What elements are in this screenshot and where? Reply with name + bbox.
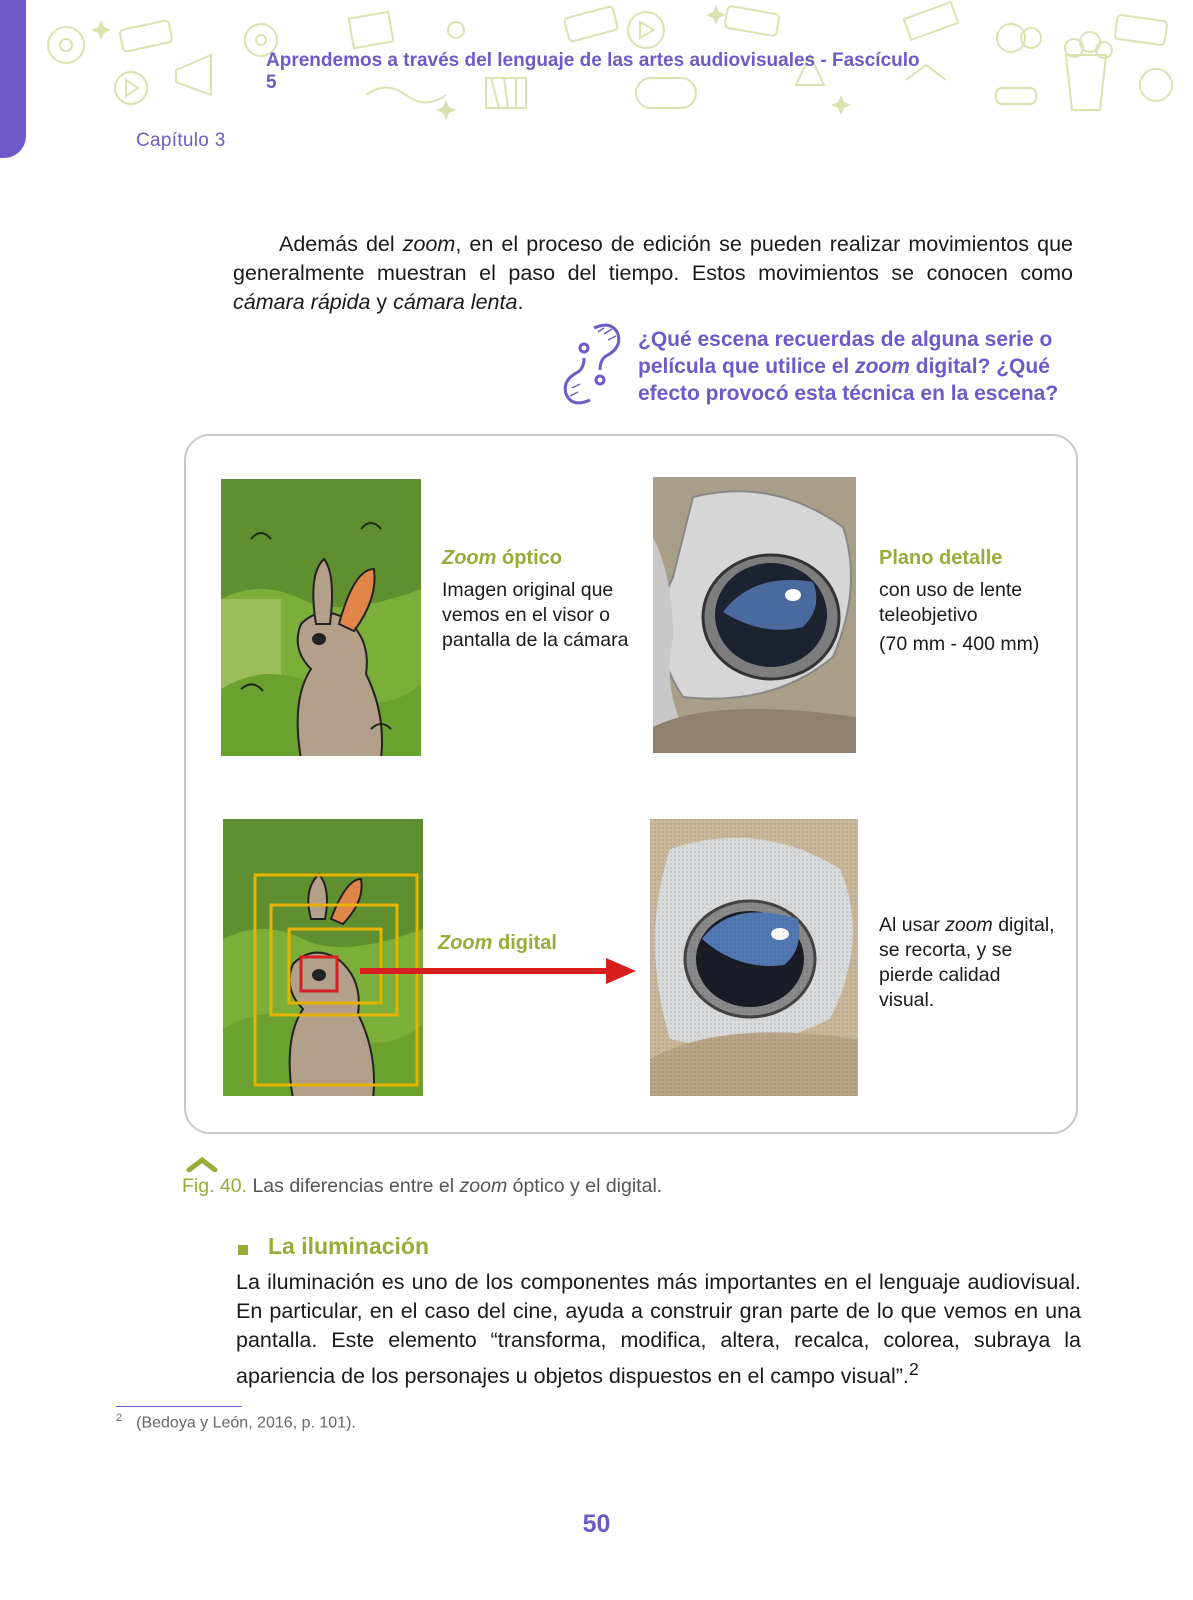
figure-caption: Fig. 40. Las diferencias entre el zoom óptico y el digital. — [182, 1175, 663, 1197]
optical-zoom-description: Imagen original que vemos en el visor o pantalla de la cámara — [442, 579, 629, 651]
section-title: La iluminación — [268, 1233, 430, 1259]
digital-zoom-title: Zoom digital — [438, 932, 557, 954]
detail-shot-description: con uso de lente teleobjetivo — [879, 579, 1023, 626]
arrow-right-icon — [360, 956, 636, 986]
footnote: $^2$ (Bedoya y León, 2016, p. 101). — [116, 1412, 356, 1432]
reflection-question: ¿Qué escena recuerdas de alguna serie o película que utilice el zoom digital? ¿Qué efecto provocó esta técnica en la escena? — [638, 328, 1059, 405]
page-number: 50 — [582, 1510, 611, 1538]
detail-shot-title: Plano detalle — [879, 547, 1003, 569]
section-bullet — [238, 1245, 248, 1255]
intro-paragraph: Además del zoom, en el proceso de edición se pueden realizar movimientos que generalmente muestran el paso del tiempo. Estos movimientos se conocen como cámara rápida y cámara lenta. — [233, 232, 1073, 314]
digital-zoom-description: Al usar zoom digital, se recorta, y se pierde calidad visual. — [879, 914, 1055, 1011]
chevron-up-icon — [186, 1156, 218, 1172]
eye-pixelated-image — [650, 819, 858, 1096]
detail-shot-range: (70 mm - 400 mm) — [879, 633, 1040, 655]
chapter-label: Capítulo 3 — [136, 130, 226, 151]
footnote-ref: 2 — [908, 1359, 919, 1379]
footnote-rule — [116, 1406, 242, 1407]
optical-zoom-title: Zoom óptico — [442, 547, 562, 569]
eye-detail-image — [653, 477, 856, 753]
question-mark-icon — [560, 318, 624, 410]
side-tab — [0, 0, 26, 158]
rabbit-original-image — [221, 479, 421, 756]
fascicle-title: Aprendemos a través del lenguaje de las artes audiovisuales - Fascículo 5 — [266, 50, 920, 93]
section-paragraph: La iluminación es uno de los componentes más importantes en el lenguaje audiovisual. En particular, en el caso del cine, ayuda a construir gran parte de lo que vemos en una pantalla. Este elemento “transforma, modifica, altera, recalca, colorea, subraya la apariencia de los personajes u objetos dispuestos en el campo visual”.$^2$ — [236, 1270, 1081, 1389]
